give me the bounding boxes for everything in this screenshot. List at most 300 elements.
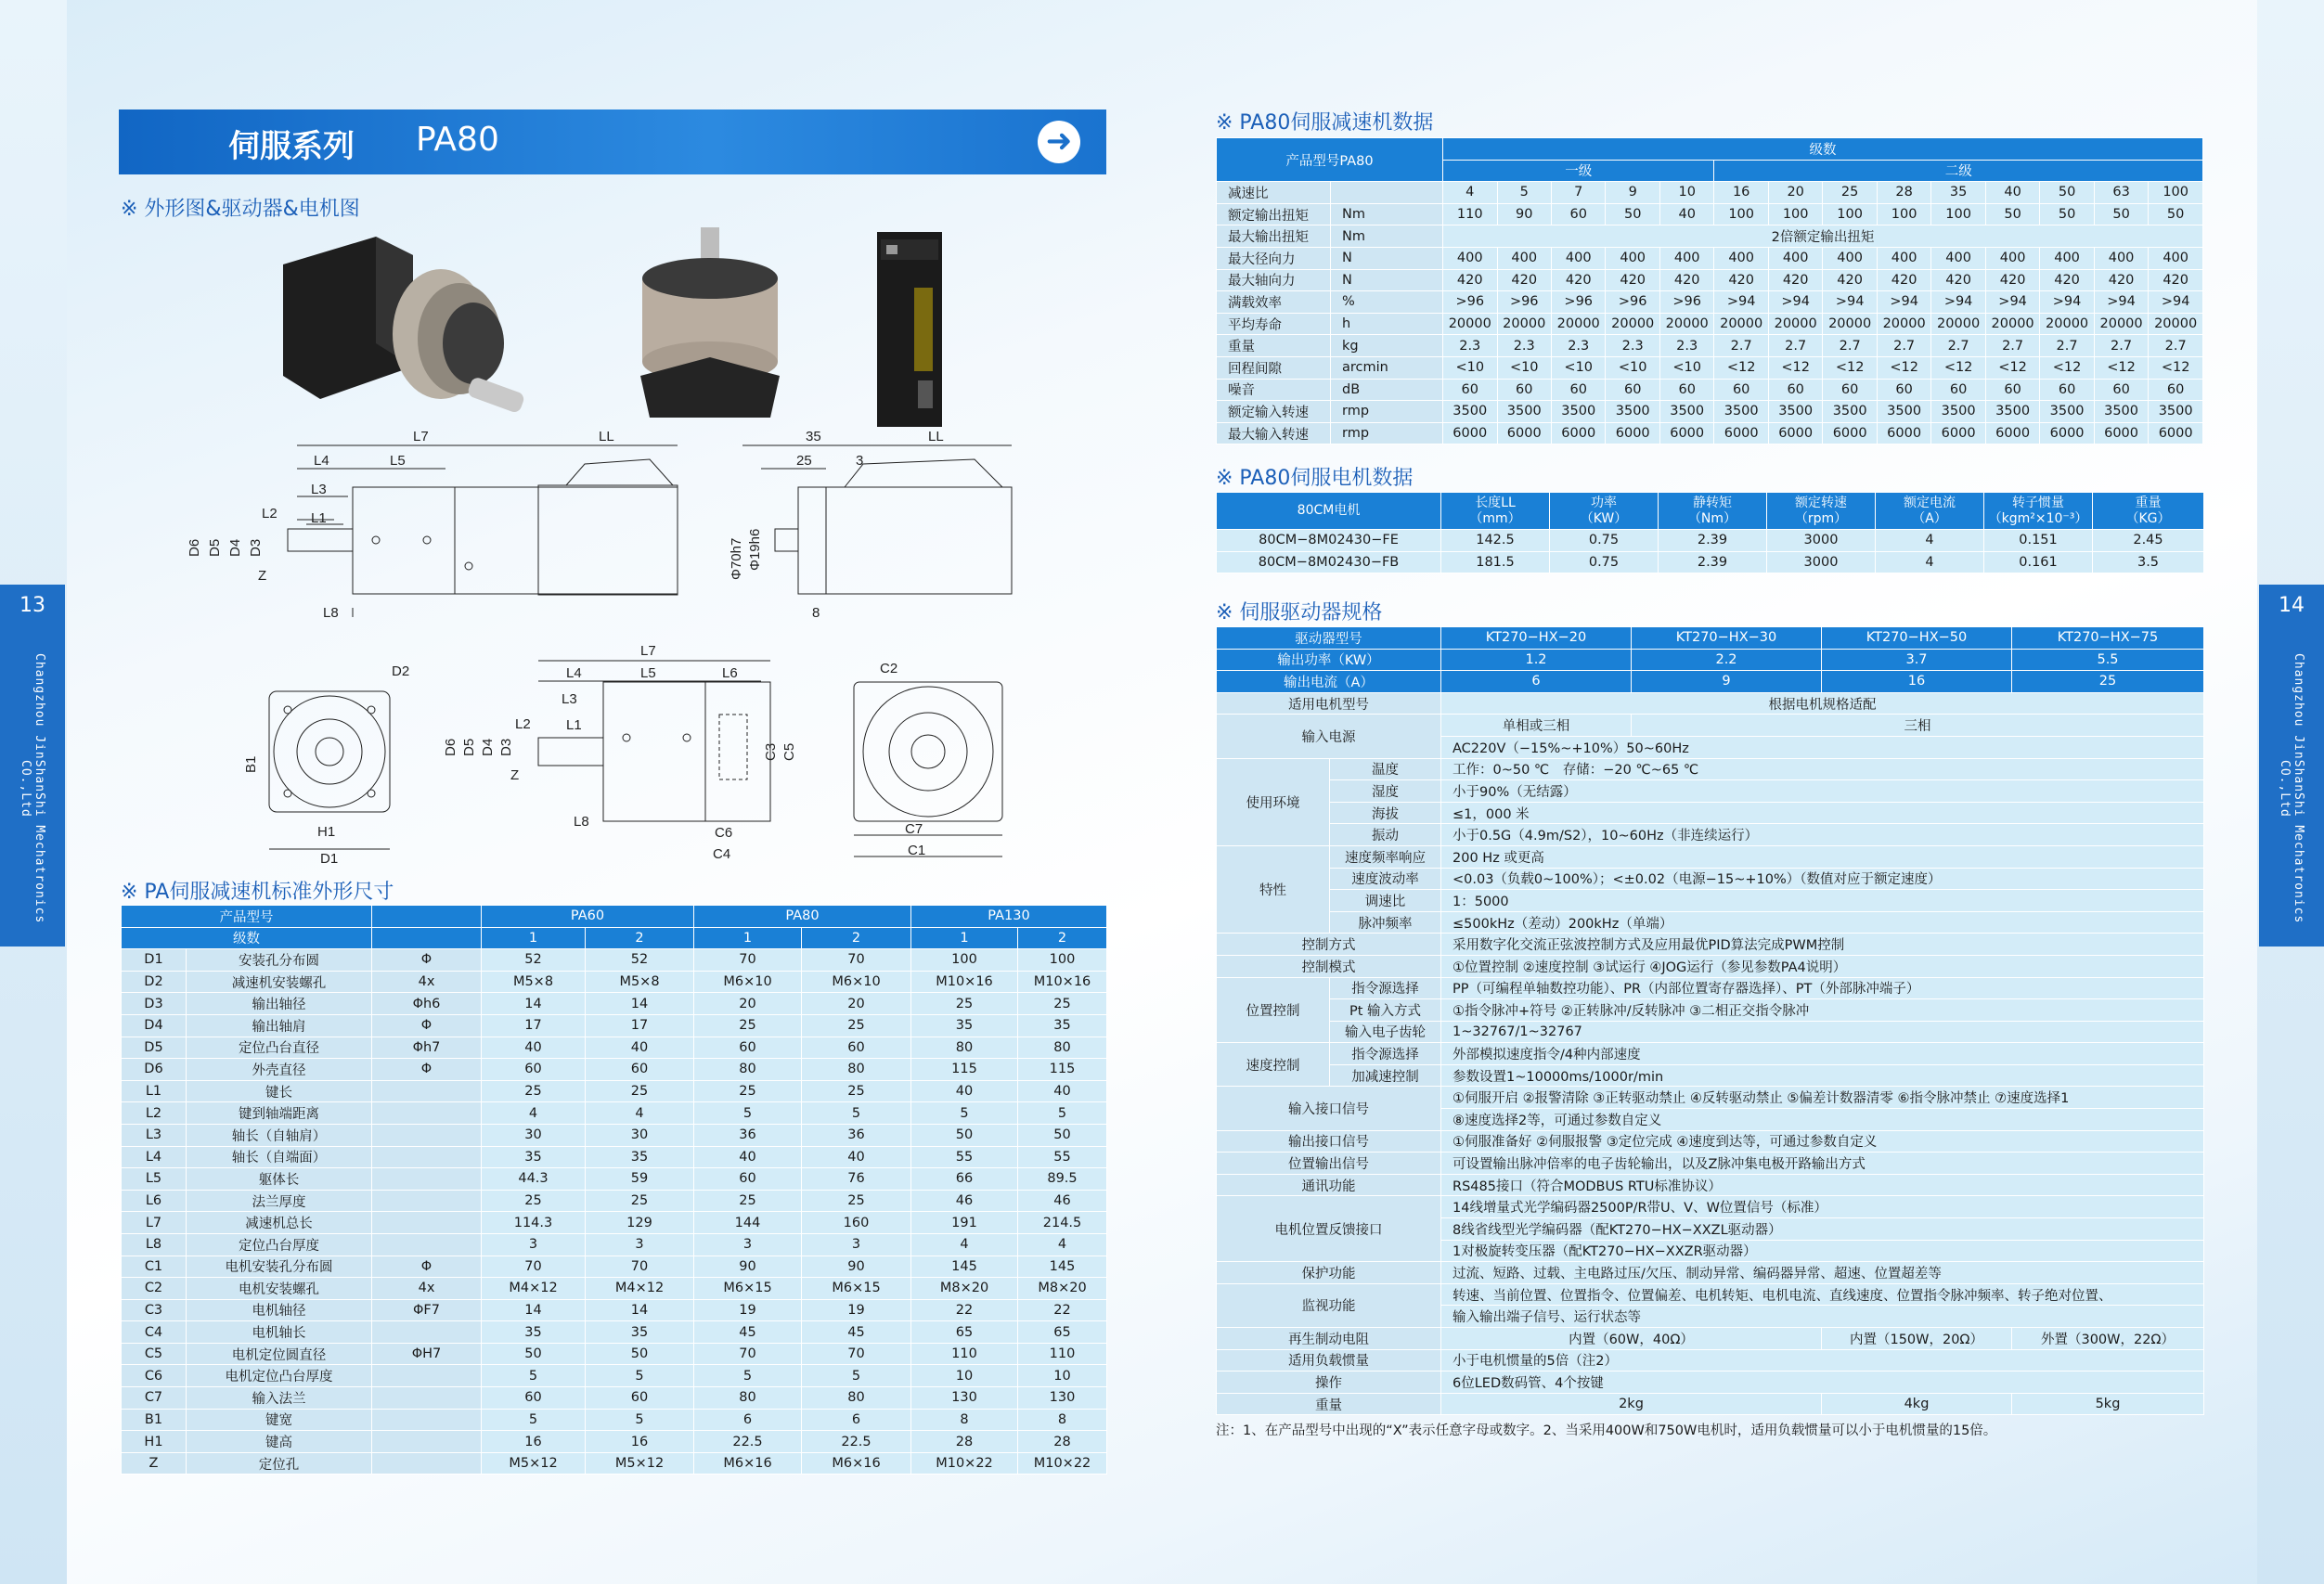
table-cell: 减速机总长 (187, 1212, 372, 1234)
table-cell: 3 (482, 1233, 586, 1256)
header-line: （mm） (1469, 510, 1521, 526)
speed-value: 参数设置1~10000ms/1000r/min (1441, 1064, 2204, 1087)
table-cell: >94 (1768, 291, 1822, 314)
table-cell: 6000 (1877, 422, 1930, 444)
table-cell: 52 (586, 949, 694, 972)
table-cell: 6000 (2149, 422, 2203, 444)
table-cell: 轴长（自轴肩） (187, 1124, 372, 1146)
table-cell: 2倍额定输出扭矩 (1443, 225, 2203, 248)
dim-D1: D1 (320, 851, 339, 867)
header-line: 功率 (1591, 495, 1617, 510)
table-cell: 35 (911, 1014, 1018, 1037)
table-cell: 145 (911, 1256, 1018, 1278)
position-label: 位置控制 (1217, 977, 1330, 1043)
table-cell: 20 (694, 993, 802, 1015)
table-cell: 0.161 (1984, 551, 2093, 573)
table-cell: 60 (1985, 379, 2039, 401)
dim-D4: D4 (227, 538, 243, 557)
header-line: 额定转速 (1795, 495, 1847, 510)
table-cell: 30 (482, 1124, 586, 1146)
power-label: 输出功率（KW） (1217, 649, 1441, 671)
table-cell: 45 (694, 1321, 802, 1344)
series-title: 伺服系列 (228, 128, 355, 165)
table-cell: M5×12 (482, 1452, 586, 1475)
table-cell: 2.3 (1606, 335, 1659, 357)
table-cell: M6×15 (694, 1278, 802, 1300)
header-line: （Nm） (1687, 510, 1737, 526)
table-cell: 400 (2040, 247, 2094, 269)
dim-L5: L5 (640, 665, 656, 681)
table-cell: 28 (911, 1431, 1018, 1453)
feature-item: 速度波动率 (1330, 868, 1441, 890)
position-item: 输入电子齿轮 (1330, 1021, 1441, 1043)
table-cell: 4 (1018, 1233, 1107, 1256)
table-cell: 法兰厚度 (187, 1190, 372, 1212)
table-cell: 60 (1931, 379, 1985, 401)
table-row (122, 1014, 1107, 1037)
table-row (1217, 551, 2204, 573)
table-cell: 2.7 (1931, 335, 1985, 357)
table-cell: rmp (1331, 401, 1443, 423)
speed-label: 速度控制 (1217, 1043, 1330, 1087)
table-cell: 100 (2149, 182, 2203, 204)
page-tab-left (0, 585, 65, 947)
table-cell: <12 (2040, 356, 2094, 379)
table-cell: L2 (122, 1102, 187, 1125)
table-cell: 100 (1931, 203, 1985, 225)
table-cell: <10 (1443, 356, 1497, 379)
table-cell: 2.3 (1497, 335, 1551, 357)
table-cell: 60 (1551, 379, 1605, 401)
table-cell: 6000 (2040, 422, 2094, 444)
table-row (1217, 356, 2203, 379)
table-cell: 60 (694, 1037, 802, 1059)
table-cell: 0.75 (1550, 551, 1659, 573)
dim-L4: L4 (566, 665, 582, 681)
table-row (122, 1256, 1107, 1278)
section-title-drawings: ※ 外形图&驱动器&电机图 (121, 198, 360, 221)
table-cell: M8×20 (1018, 1278, 1107, 1300)
table-cell: 400 (1714, 247, 1768, 269)
table-cell: 100 (1877, 203, 1930, 225)
table-cell: 130 (1018, 1387, 1107, 1410)
table-cell: 14 (586, 993, 694, 1015)
table-cell: 2.3 (1551, 335, 1605, 357)
dimension-table (121, 905, 1107, 1475)
table-cell: 90 (694, 1256, 802, 1278)
table-cell: >94 (1985, 291, 2039, 314)
table-cell: 平均寿命 (1217, 313, 1331, 335)
brake-label: 再生制动电阻 (1217, 1328, 1441, 1350)
table-cell: 100 (1768, 203, 1822, 225)
table-header-row (122, 906, 1107, 928)
dim-C5: C5 (781, 742, 797, 761)
table-cell: 7 (1551, 182, 1605, 204)
table-cell: N (1331, 269, 1443, 291)
table-cell: 3500 (1714, 401, 1768, 423)
table-cell: 60 (1659, 379, 1713, 401)
motor-flange-drawing (835, 654, 1021, 868)
table-row (122, 1102, 1107, 1125)
table-cell: 3500 (1551, 401, 1605, 423)
table-cell: 20000 (1931, 313, 1985, 335)
table-cell: 100 (1018, 949, 1107, 972)
table-cell: 6 (694, 1409, 802, 1431)
header-pa60: PA60 (482, 906, 694, 928)
table-cell: 2.3 (1443, 335, 1497, 357)
table-cell: 89.5 (1018, 1168, 1107, 1191)
table-row (122, 1321, 1107, 1344)
current-cell: 25 (2012, 671, 2204, 693)
table-cell: C5 (122, 1343, 187, 1365)
power-cell: 1.2 (1441, 649, 1632, 671)
table-cell: 6000 (1659, 422, 1713, 444)
table-cell: 420 (2149, 269, 2203, 291)
table-cell: 3500 (1985, 401, 2039, 423)
table-cell: D1 (122, 949, 187, 972)
company-name: Changzhou JinShanShi Mechatronics CO.,Ltd (2278, 653, 2305, 924)
motor-table (1216, 492, 2204, 573)
single-phase: 单相或三相 (1441, 715, 1632, 737)
table-cell: 6000 (1985, 422, 2039, 444)
table-cell: L7 (122, 1212, 187, 1234)
env-value: 工作：0~50 ℃ 存储：−20 ℃~65 ℃ (1441, 758, 2204, 780)
table-cell: 10 (911, 1365, 1018, 1387)
table-cell: 6000 (1823, 422, 1877, 444)
table-cell: 9 (1606, 182, 1659, 204)
feature-value: 1：5000 (1441, 890, 2204, 912)
dim-B1: B1 (243, 755, 259, 773)
table-cell: 80 (1018, 1037, 1107, 1059)
table-cell: 50 (2094, 203, 2148, 225)
table-cell: 6000 (1497, 422, 1551, 444)
dim-L7: L7 (640, 643, 656, 659)
table-cell: 最大轴向力 (1217, 269, 1331, 291)
table-cell: 63 (2094, 182, 2148, 204)
comm-value: RS485接口（符合MODBUS RTU标准协议） (1441, 1174, 2204, 1196)
table-cell: 轴长（自端面） (187, 1146, 372, 1168)
table-cell: 噪音 (1217, 379, 1331, 401)
table-cell: ΦF7 (372, 1299, 482, 1321)
weight-label: 重量 (1217, 1393, 1441, 1415)
table-row (1217, 422, 2203, 444)
env-item: 振动 (1330, 824, 1441, 846)
feature-item: 调速比 (1330, 890, 1441, 912)
table-cell: 70 (586, 1256, 694, 1278)
table-row (122, 1124, 1107, 1146)
table-cell: 50 (2149, 203, 2203, 225)
arrow-right-icon[interactable]: ➜ (1038, 121, 1080, 163)
header-line: （KW） (1580, 510, 1628, 526)
table-cell: M4×12 (586, 1278, 694, 1300)
driver-model-label: 驱动器型号 (1217, 627, 1441, 650)
table-cell: 6000 (1443, 422, 1497, 444)
table-cell: 90 (1497, 203, 1551, 225)
brake-value: 外置（300W，22Ω） (2012, 1328, 2204, 1350)
table-cell: 80 (802, 1059, 911, 1081)
table-row (1217, 379, 2203, 401)
table-cell: 214.5 (1018, 1212, 1107, 1234)
table-cell: 80 (694, 1059, 802, 1081)
table-cell: 5 (802, 1365, 911, 1387)
gearbox-photo (631, 227, 789, 427)
driver-model: KT270−HX−50 (1822, 627, 2012, 650)
monitor-value: 输入输出端子信号、运行状态等 (1441, 1306, 2204, 1328)
table-cell: 20000 (1497, 313, 1551, 335)
table-cell: 2.7 (1768, 335, 1822, 357)
dim-D6: D6 (187, 538, 202, 557)
header-cell (1876, 493, 1984, 530)
table-cell: 400 (1551, 247, 1605, 269)
table-cell: dB (1331, 379, 1443, 401)
table-cell: Φ (372, 1059, 482, 1081)
env-item: 温度 (1330, 758, 1441, 780)
table-cell: 电机定位圆直径 (187, 1343, 372, 1365)
table-cell: 160 (802, 1212, 911, 1234)
table-cell: M10×16 (1018, 971, 1107, 993)
table-cell: B1 (122, 1409, 187, 1431)
driver-model: KT270−HX−75 (2012, 627, 2204, 650)
table-cell (372, 1168, 482, 1191)
table-cell: 25 (482, 1080, 586, 1102)
protection-label: 保护功能 (1217, 1262, 1441, 1284)
table-cell: 46 (1018, 1190, 1107, 1212)
table-cell: 8 (911, 1409, 1018, 1431)
table-cell: <12 (1877, 356, 1930, 379)
table-cell: 3000 (1767, 530, 1876, 552)
table-cell: 25 (694, 1190, 802, 1212)
table-cell: 70 (694, 1343, 802, 1365)
table-cell: M10×22 (911, 1452, 1018, 1475)
table-cell: 100 (911, 949, 1018, 972)
header-cell (1217, 493, 1441, 530)
header-line: （rpm） (1794, 510, 1848, 526)
table-cell: 144 (694, 1212, 802, 1234)
table-cell (372, 1190, 482, 1212)
table-cell: 52 (482, 949, 586, 972)
ac-input: AC220V（−15%~+10%）50~60Hz (1441, 736, 2204, 758)
table-cell: M6×10 (802, 971, 911, 993)
table-row (1217, 401, 2203, 423)
table-cell: 5 (482, 1365, 586, 1387)
table-cell: 35 (1931, 182, 1985, 204)
mode-value: ①位置控制 ②速度控制 ③试运行 ④JOG运行（参见参数PA4说明） (1441, 955, 2204, 977)
table-cell: >94 (2094, 291, 2148, 314)
feedback-label: 电机位置反馈接口 (1217, 1196, 1441, 1262)
header-pa80: PA80 (694, 906, 911, 928)
table-cell: 5 (694, 1102, 802, 1125)
table-cell: 输出轴径 (187, 993, 372, 1015)
header-line: 80CM电机 (1297, 503, 1361, 518)
table-cell: M4×12 (482, 1278, 586, 1300)
table-cell: 4x (372, 1278, 482, 1300)
dim-C4: C4 (713, 846, 731, 862)
table-cell: 60 (1551, 203, 1605, 225)
table-cell: >96 (1497, 291, 1551, 314)
table-cell: <12 (2149, 356, 2203, 379)
table-cell: 5 (694, 1365, 802, 1387)
table-cell: 外壳直径 (187, 1059, 372, 1081)
table-cell: C1 (122, 1256, 187, 1278)
table-cell: 420 (1768, 269, 1822, 291)
table-cell: 定位孔 (187, 1452, 372, 1475)
table-cell: 定位凸台直径 (187, 1037, 372, 1059)
table-row (122, 971, 1107, 993)
header-line: （A） (1912, 510, 1947, 526)
table-cell: Z (122, 1452, 187, 1475)
driver-table (1216, 626, 2204, 1415)
table-cell: 6 (802, 1409, 911, 1431)
table-cell: 2.7 (1985, 335, 2039, 357)
table-cell: 0.151 (1984, 530, 2093, 552)
table-cell: 35 (482, 1321, 586, 1344)
table-cell: 400 (2149, 247, 2203, 269)
page-number: 14 (2279, 594, 2305, 617)
table-cell: 3500 (1443, 401, 1497, 423)
dim-35: 35 (806, 429, 821, 444)
header-model: 产品型号 (122, 906, 372, 928)
position-item: 指令源选择 (1330, 977, 1441, 999)
header-cell (2093, 493, 2204, 530)
table-cell: % (1331, 291, 1443, 314)
input-signal-value: ⑧速度选择2等，可通过参数自定义 (1441, 1109, 2204, 1131)
table-cell: 键高 (187, 1431, 372, 1453)
table-cell: M6×15 (802, 1278, 911, 1300)
dim-3: 3 (856, 453, 864, 469)
table-cell: 65 (1018, 1321, 1107, 1344)
dim-LL: LL (599, 429, 614, 444)
section-title-motor: ※ PA80伺服电机数据 (1216, 467, 1414, 490)
reducer-table (1216, 137, 2203, 444)
table-cell (372, 1146, 482, 1168)
table-cell: 90 (802, 1256, 911, 1278)
table-row (122, 1190, 1107, 1212)
table-cell: 3500 (1497, 401, 1551, 423)
section-title-driver: ※ 伺服驱动器规格 (1216, 601, 1383, 625)
table-cell: 25 (482, 1190, 586, 1212)
dim-LL: LL (928, 429, 944, 444)
table-cell: 3000 (1767, 551, 1876, 573)
table-cell: 60 (1877, 379, 1930, 401)
table-cell: 输入法兰 (187, 1387, 372, 1410)
table-cell: D6 (122, 1059, 187, 1081)
table-cell: 60 (1823, 379, 1877, 401)
table-cell: 3500 (2094, 401, 2148, 423)
table-cell: 17 (586, 1014, 694, 1037)
table-cell: 420 (1606, 269, 1659, 291)
table-cell: <10 (1659, 356, 1713, 379)
table-cell: 28 (1018, 1431, 1107, 1453)
mode-label: 控制模式 (1217, 955, 1441, 977)
table-row (1217, 225, 2203, 248)
table-cell: 80CM−8M02430−FE (1217, 530, 1441, 552)
table-cell: C2 (122, 1278, 187, 1300)
table-cell: D3 (122, 993, 187, 1015)
table-cell: 40 (482, 1037, 586, 1059)
table-cell: 2.45 (2093, 530, 2204, 552)
table-cell: 70 (802, 949, 911, 972)
dim-C2: C2 (880, 661, 898, 676)
table-cell: 115 (1018, 1059, 1107, 1081)
motor-side-drawing (724, 431, 1030, 636)
table-cell: 电机安装螺孔 (187, 1278, 372, 1300)
table-cell: 2.3 (1659, 335, 1713, 357)
table-cell: 80 (911, 1037, 1018, 1059)
model-title: PA80 (416, 121, 499, 159)
table-cell: 22 (911, 1299, 1018, 1321)
table-row (122, 1037, 1107, 1059)
position-value: 1~32767/1~32767 (1441, 1021, 2204, 1043)
output-signal-value: ①伺服准备好 ②伺服报警 ③定位完成 ④速度到达等，可通过参数自定义 (1441, 1130, 2204, 1153)
table-cell: 20000 (2094, 313, 2148, 335)
table-cell: M5×8 (482, 971, 586, 993)
table-cell: >94 (2149, 291, 2203, 314)
feature-item: 脉冲频率 (1330, 911, 1441, 934)
table-cell: 20000 (2149, 313, 2203, 335)
table-cell: 60 (1497, 379, 1551, 401)
dim-Z: Z (258, 568, 267, 584)
table-cell: 重量 (1217, 335, 1331, 357)
table-cell: >94 (1877, 291, 1930, 314)
header-level-cell: 2 (586, 927, 694, 949)
dim-L2: L2 (515, 716, 531, 732)
env-item: 海拔 (1330, 802, 1441, 824)
header-cell (1550, 493, 1659, 530)
header-line: （kgm²×10⁻³） (1988, 510, 2088, 526)
feedback-value: 8线省线型光学编码器（配KT270−HX−XXZL驱动器） (1441, 1218, 2204, 1241)
output-signal-label: 输出接口信号 (1217, 1130, 1441, 1153)
header-level-cell: 1 (911, 927, 1018, 949)
table-cell: 5 (802, 1102, 911, 1125)
table-cell: >94 (1931, 291, 1985, 314)
dim-L8: L8 (574, 814, 589, 830)
header-level: 级数 (122, 927, 372, 949)
table-cell: 4 (482, 1102, 586, 1125)
header-cell (1441, 493, 1550, 530)
input-signal-value: ①伺服开启 ②报警清除 ③正转驱动禁止 ④反转驱动禁止 ⑤偏差计数器清零 ⑥指令脉冲禁止 ⑦速度选择1 (1441, 1087, 2204, 1109)
table-cell: 50 (586, 1343, 694, 1365)
table-cell: 60 (802, 1037, 911, 1059)
table-cell: 30 (586, 1124, 694, 1146)
table-cell: 25 (911, 993, 1018, 1015)
table-cell: 60 (482, 1387, 586, 1410)
table-cell: 25 (802, 1080, 911, 1102)
table-cell: rmp (1331, 422, 1443, 444)
current-cell: 9 (1632, 671, 1822, 693)
header-pa130: PA130 (911, 906, 1107, 928)
table-cell: 2.7 (2040, 335, 2094, 357)
dim-H1: H1 (317, 824, 336, 840)
table-cell: 44.3 (482, 1168, 586, 1191)
table-cell: <10 (1497, 356, 1551, 379)
table-cell: 400 (1877, 247, 1930, 269)
table-row (1217, 335, 2203, 357)
table-cell: 110 (1443, 203, 1497, 225)
table-cell: >94 (1714, 291, 1768, 314)
table-cell: 20000 (1659, 313, 1713, 335)
position-value: ①指令脉冲+符号 ②正转脉冲/反转脉冲 ③二相正交指令脉冲 (1441, 999, 2204, 1022)
page-tab-right (2259, 585, 2324, 947)
table-cell: 25 (586, 1080, 694, 1102)
weight-value: 5kg (2012, 1393, 2204, 1415)
table-cell: 最大输入转速 (1217, 422, 1331, 444)
table-cell: Φ (372, 1256, 482, 1278)
dim-L3: L3 (562, 691, 577, 707)
table-cell: ΦH7 (372, 1343, 482, 1365)
table-cell: 50 (482, 1343, 586, 1365)
driver-model: KT270−HX−20 (1441, 627, 1632, 650)
table-cell: 60 (1443, 379, 1497, 401)
